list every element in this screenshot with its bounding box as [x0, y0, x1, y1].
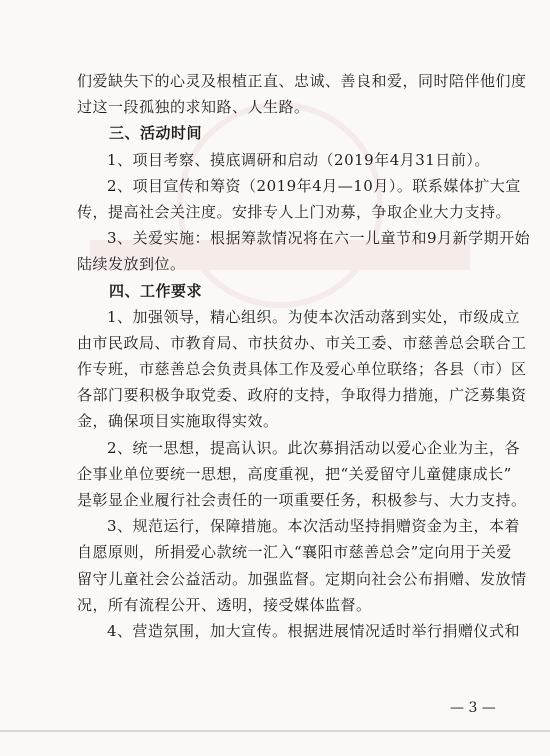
paragraph-line: 是彰显企业履行社会责任的一项重要任务，积极参与、大力支持。 [77, 491, 527, 509]
paragraph-line: 过这一段孤独的求知路、人生路。 [77, 98, 310, 117]
document-body [77, 68, 531, 644]
paragraph-line: 由市民政局、市教育局、市扶贫办、市关工委、市慈善总会联合工 [77, 333, 527, 352]
section-heading-work-requirements: 四、工作要求 [109, 281, 203, 300]
section-heading-activity-time: 三、活动时间 [109, 124, 203, 143]
page-number: — 3 — [450, 700, 496, 716]
paragraph-line: 们爱缺失下的心灵及根植正直、忠诚、善良和爱，同时陪伴他们度 [77, 72, 527, 90]
paragraph-line: 况，所有流程公开、透明，接受媒体监督。 [77, 595, 372, 614]
paragraph-line: 4、营造氛围，加大宣传。根据进展情况适时举行捐赠仪式和 [107, 621, 521, 640]
paragraph-line: 传，提高社会关注度。安排专人上门劝募，争取企业大力支持。 [77, 202, 512, 221]
paragraph-line: 作专班，市慈善总会负责具体工作及爱心单位联络；各县（市）区 [77, 360, 527, 379]
page-bottom-edge [0, 730, 550, 732]
paragraph-line: 陆续发放到位。 [77, 255, 186, 274]
paragraph-line: 2、统一思想，提高认识。此次募捐活动以爱心企业为主，各 [107, 438, 521, 457]
paragraph-line: 1、加强领导，精心组织。为使本次活动落到实处，市级成立 [107, 307, 521, 326]
paragraph-line: 2、项目宣传和筹资（2019年4月—10月）。联系媒体扩大宣 [107, 176, 521, 195]
paragraph-line: 留守儿童社会公益活动。加强监督。定期向社会公布捐赠、发放情 [77, 569, 527, 588]
paragraph-line: 各部门要积极争取党委、政府的支持，争取得力措施，广泛募集资 [77, 386, 527, 405]
paragraph-line: 自愿原则，所捐爱心款统一汇入“襄阳市慈善总会”定向用于关爱 [77, 543, 512, 562]
paragraph-line: 金，确保项目实施取得实效。 [77, 412, 279, 431]
paragraph-line: 企事业单位要统一思想，高度重视，把“关爱留守儿童健康成长” [77, 464, 512, 483]
paragraph-line: 3、关爱实施：根据筹款情况将在六一儿童节和9月新学期开始 [107, 229, 531, 248]
paragraph-line: 3、规范运行，保障措施。本次活动坚持捐赠资金为主，本着 [107, 517, 521, 536]
paragraph-line: 1、项目考察、摸底调研和启动（2019年4月31日前）。 [107, 150, 490, 169]
